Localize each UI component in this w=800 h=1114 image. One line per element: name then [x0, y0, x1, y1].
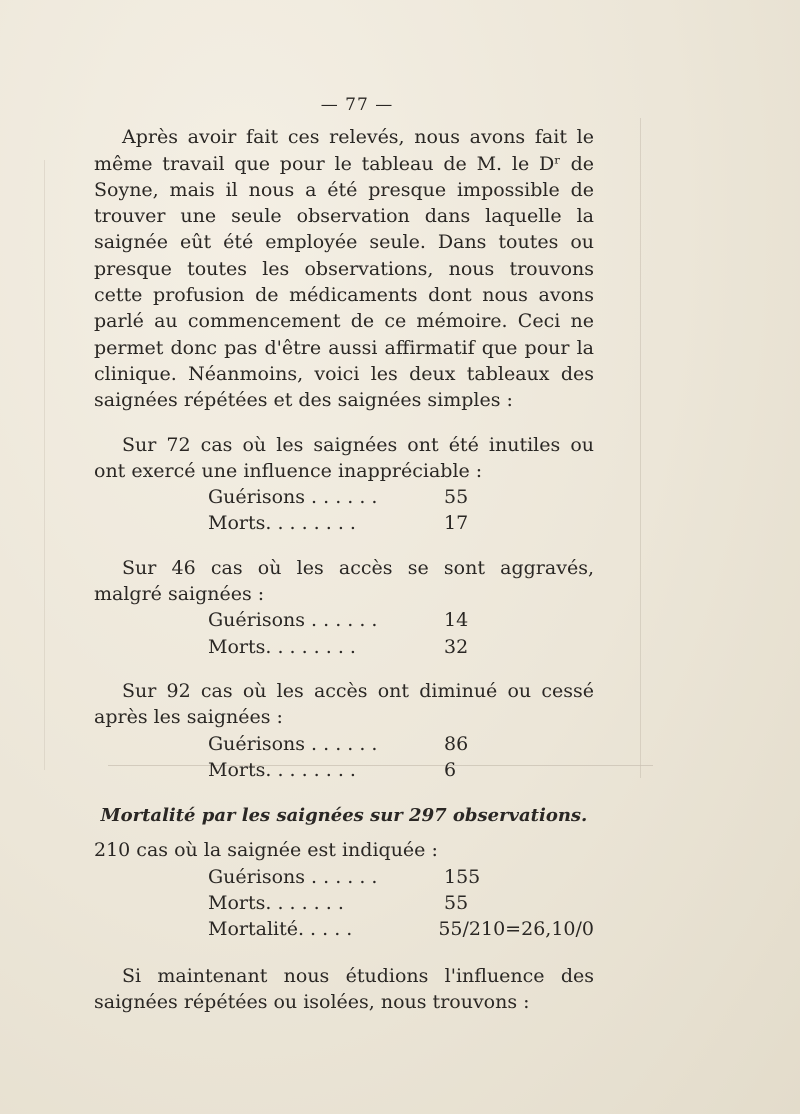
- paragraph-conclusion: Si maintenant nous étudions l'influence des saignées répétées ou isolées, nous trouvons :: [94, 964, 594, 1013]
- table-row: [94, 757, 594, 783]
- row-value: 55: [444, 486, 469, 509]
- row-label: Guérisons . . . . . .: [208, 732, 378, 755]
- table-case-72: [94, 484, 594, 537]
- table-case-92: [94, 731, 594, 784]
- table-row: [94, 916, 594, 942]
- table-row: [94, 510, 594, 536]
- table-case-46: [94, 607, 594, 660]
- row-value: 55: [444, 892, 469, 915]
- row-value: 17: [444, 512, 469, 535]
- row-label: Morts. . . . . . . .: [208, 512, 356, 535]
- table-row: [94, 890, 594, 916]
- table-row: [94, 864, 594, 890]
- page-number: — 77 —: [320, 95, 394, 115]
- row-value: 86: [444, 732, 469, 755]
- show-through-vertical-left: [44, 160, 45, 770]
- paragraph-intro: Après avoir fait ces relevés, nous avons fait le même travail que pour le tableau de M. le Dʳ de Soyne, mais il nous a été presque impossible de trouver une seule observation dans laquelle la saignée eût été employée seule. Dans toutes ou presque toutes les observations, nous trouvons cette profusion de médicaments dont nous avons parlé au commencement de ce mémoire. Ceci ne permet donc pas d'être aussi affirmatif que pour la clinique. Néanmoins, voici les deux tableaux des saignées répétées et des saignées simples :: [94, 126, 594, 412]
- table-mortality: [94, 864, 594, 943]
- row-value: 155: [444, 865, 481, 888]
- table-row: [94, 484, 594, 510]
- row-value: 55/210=26,10/0: [438, 918, 594, 941]
- table-row: [94, 634, 594, 660]
- table-row: [94, 607, 594, 633]
- row-label: Morts. . . . . . . .: [208, 635, 356, 658]
- row-label: Morts. . . . . . .: [208, 892, 344, 915]
- page-text: [94, 92, 594, 1015]
- row-label: Guérisons . . . . . .: [208, 486, 378, 509]
- row-label: Guérisons . . . . . .: [208, 609, 378, 632]
- row-value: 14: [444, 609, 469, 632]
- row-value: 6: [444, 758, 457, 781]
- paragraph-case-92: Sur 92 cas où les accès ont diminué ou cessé après les saignées :: [94, 679, 594, 729]
- paragraph-case-72: Sur 72 cas où les saignées ont été inutiles ou ont exercé une influence inappréciable :: [94, 433, 594, 482]
- row-label: Mortalité. . . . .: [208, 918, 353, 941]
- paragraph-case-46: Sur 46 cas où les accès se sont aggravés, malgré saignées :: [94, 556, 594, 606]
- row-label: Guérisons . . . . . .: [208, 865, 378, 888]
- paragraph-case-210: 210 cas où la saignée est indiquée :: [94, 839, 438, 862]
- section-heading: Mortalité par les saignées sur 297 observations.: [100, 805, 588, 827]
- table-row: [94, 731, 594, 757]
- show-through-vertical: [640, 118, 641, 778]
- row-label: Morts. . . . . . . .: [208, 758, 356, 781]
- row-value: 32: [444, 635, 469, 658]
